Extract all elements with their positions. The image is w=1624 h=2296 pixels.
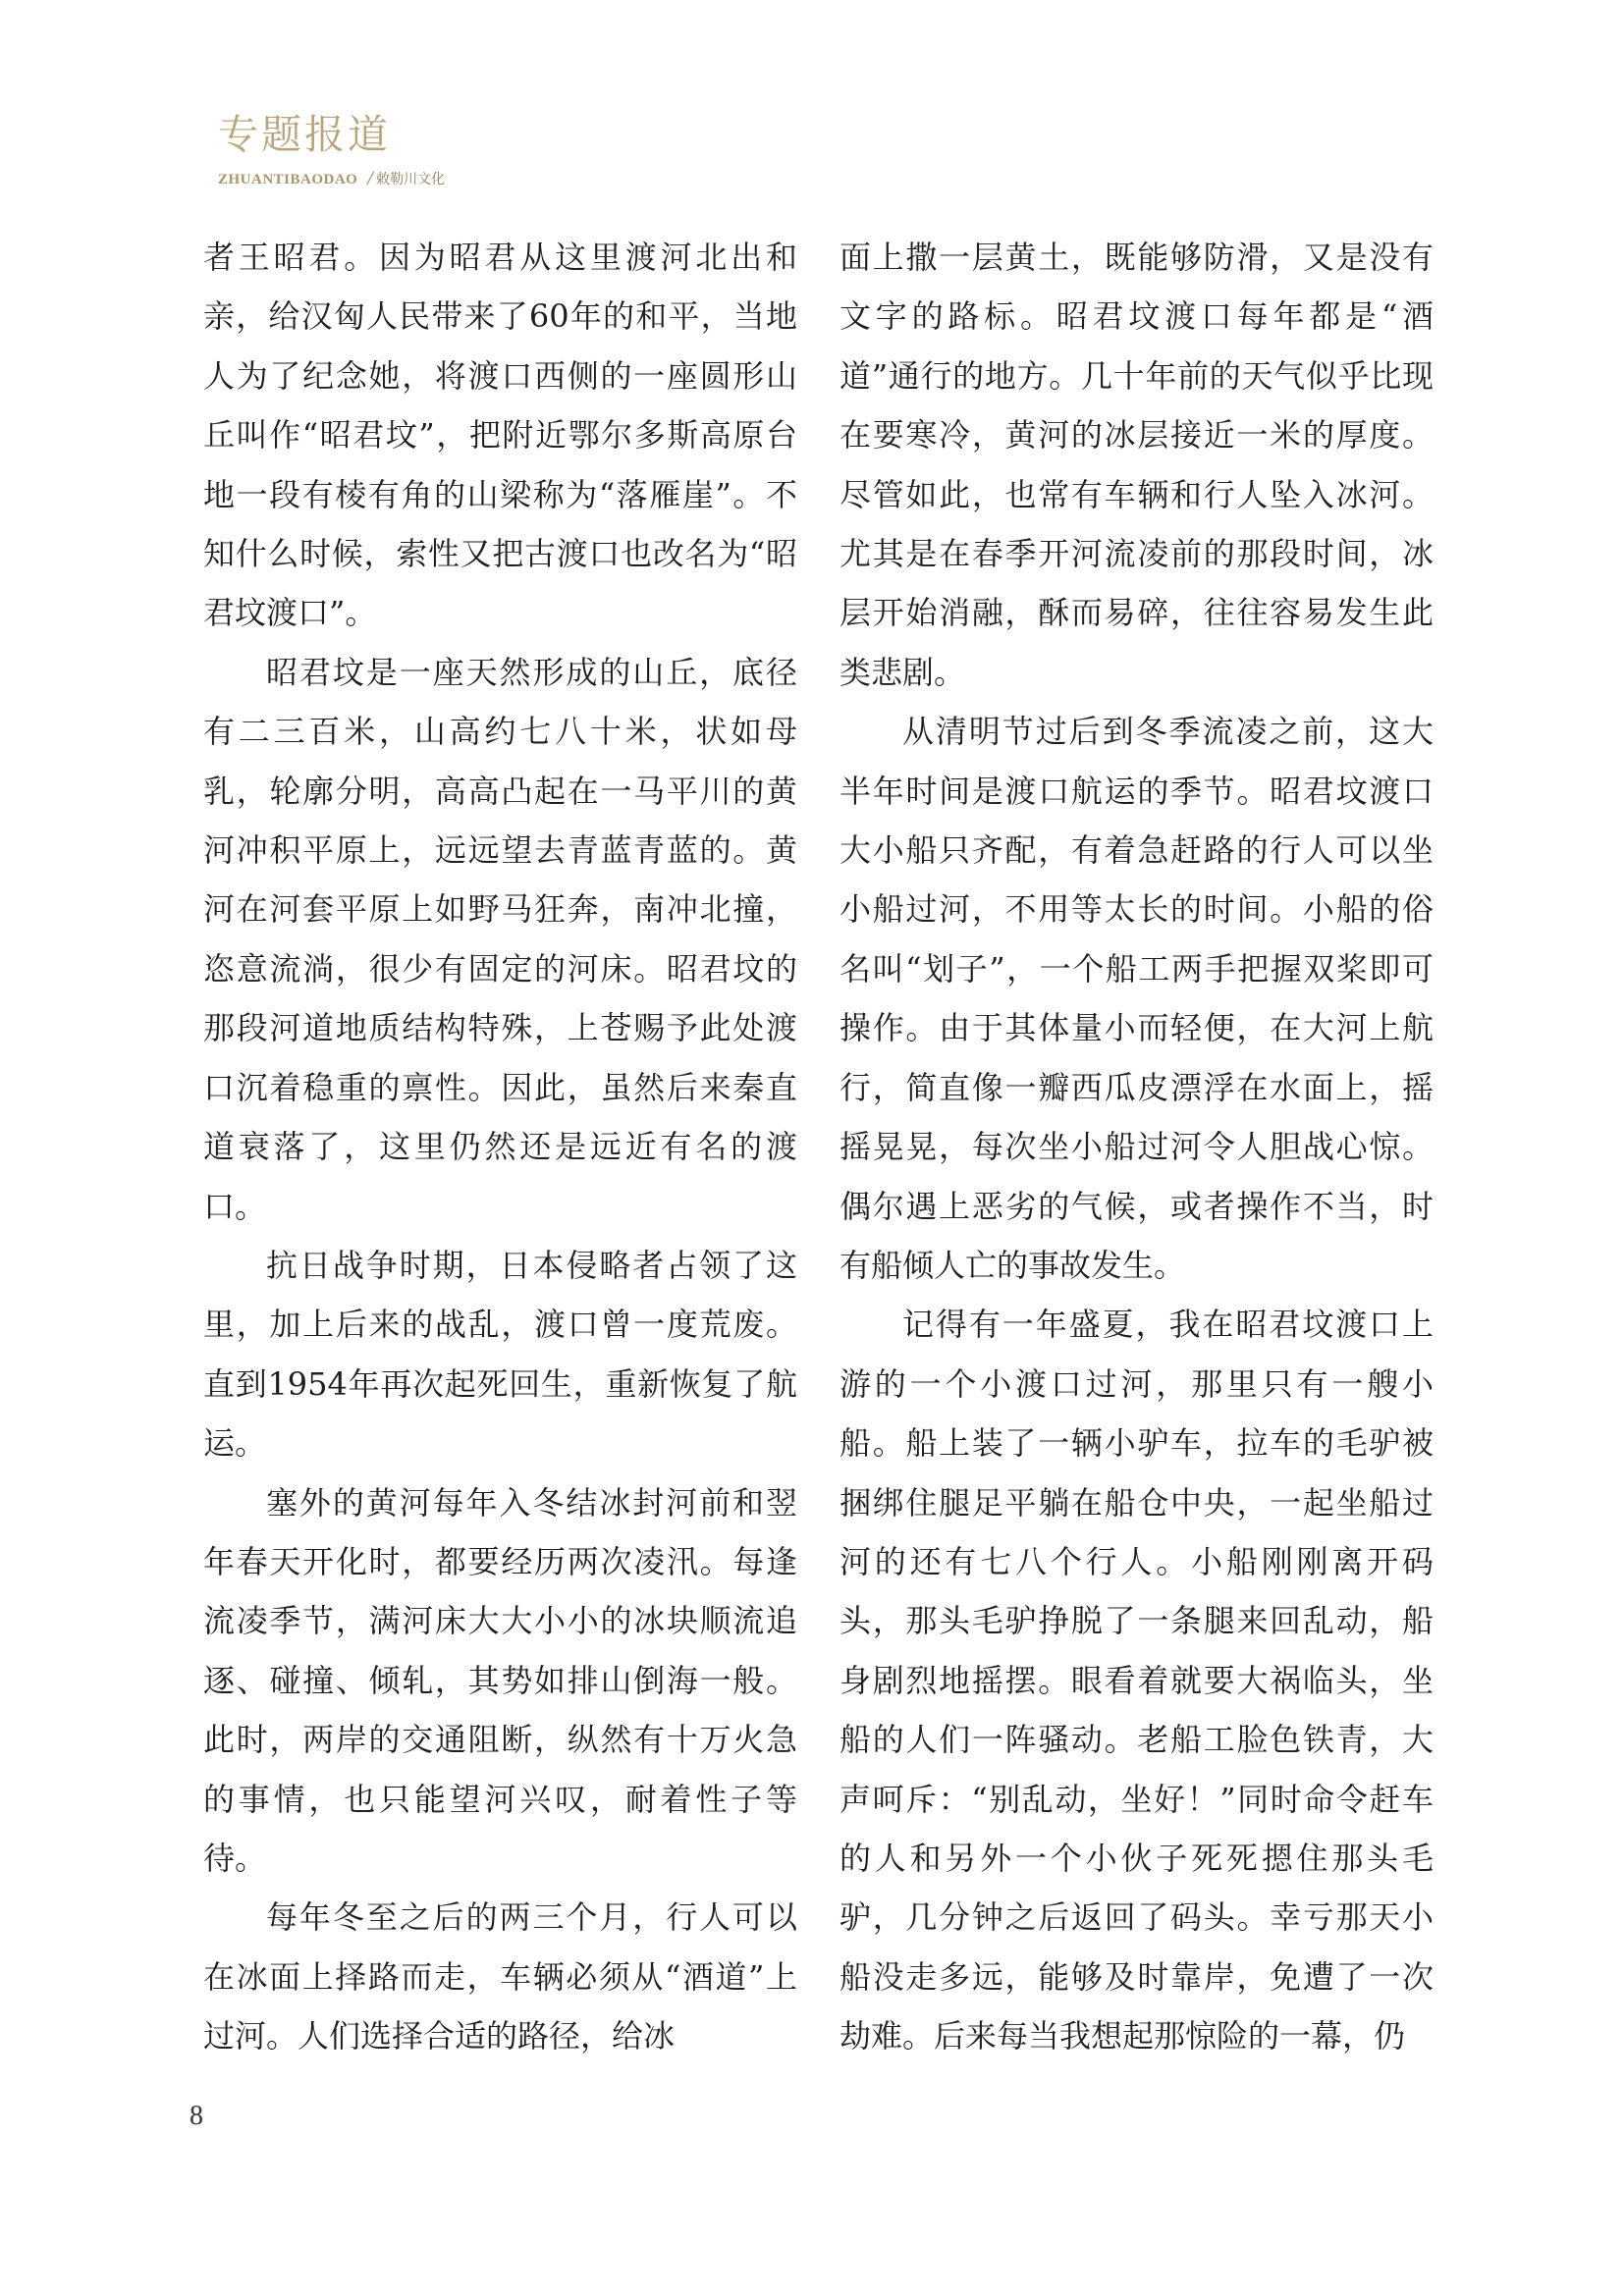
left-text-column: [203, 228, 797, 2066]
paragraph: 塞外的黄河每年入冬结冰封河前和翌年春天开化时，都要经历两次凌汛。每逢流凌季节，满河床大大小小的冰块顺流追逐、碰撞、倾轧，其势如排山倒海一般。此时，两岸的交通阻断，纵然有十万火急的事情，也只能望河兴叹，耐着性子等待。: [203, 1483, 797, 1877]
paragraph: 记得有一年盛夏，我在昭君坟渡口上游的一个小渡口过河，那里只有一艘小船。船上装了一辆小驴车，拉车的毛驴被捆绑住腿足平躺在船仓中央，一起坐船过河的还有七八个行人。小船刚刚离开码头，那头毛驴挣脱了一条腿来回乱动，船身剧烈地摇摆。眼看着就要大祸临头，坐船的人们一阵骚动。老船工脸色铁青，大声呵斥：“别乱动，坐好！”同时命令赶车的人和另外一个小伙子死死摁住那头毛驴，几分钟之后返回了码头。幸亏那天小船没走多远，能够及时靠岸，免遭了一次劫难。后来每当我想起那惊险的一幕，仍: [839, 1306, 1434, 2056]
section-title: 专题报道: [218, 111, 391, 158]
section-subheader: [218, 169, 807, 188]
section-subtag: 敕勒川文化: [376, 172, 446, 187]
paragraph-continued: 者王昭君。因为昭君从这里渡河北出和亲，给汉匈人民带来了60年的和平，当地人为了纪念她，将渡口西侧的一座圆形山丘叫作“昭君坟”，把附近鄂尔多斯高原台地一段有棱有角的山梁称为“落雁崖”。不知什么时候，索性又把古渡口也改名为“昭君坟渡口”。: [203, 239, 797, 632]
paragraph: 从清明节过后到冬季流凌之前，这大半年时间是渡口航运的季节。昭君坟渡口大小船只齐配，有着急赶路的行人可以坐小船过河，不用等太长的时间。小船的俗名叫“划子”，一个船工两手把握双桨即可操作。由于其体量小而轻便，在大河上航行，简直像一瓣西瓜皮漂浮在水面上，摇摇晃晃，每次坐小船过河令人胆战心惊。偶尔遇上恶劣的气候，或者操作不当，时有船倾人亡的事故发生。: [839, 713, 1434, 1284]
paragraph: 抗日战争时期，日本侵略者占领了这里，加上后来的战乱，渡口曾一度荒废。直到1954年再次起死回生，重新恢复了航运。: [203, 1246, 797, 1463]
section-header: [218, 110, 807, 188]
page-number: 8: [189, 2101, 203, 2131]
paragraph-continued: 面上撒一层黄土，既能够防滑，又是没有文字的路标。昭君坟渡口每年都是“酒道”通行的地方。几十年前的天气似乎比现在要寒冷，黄河的冰层接近一米的厚度。尽管如此，也常有车辆和行人坠入冰河。尤其是在春季开河流凌前的那段时间，冰层开始消融，酥而易碎，往往容易发生此类悲剧。: [839, 239, 1434, 691]
slash-divider-icon: /: [367, 169, 374, 188]
section-pinyin: ZHUANTIBAODAO: [218, 172, 358, 187]
paragraph: 每年冬至之后的两三个月，行人可以在冰面上择路而走，车辆必须从“酒道”上过河。人们选择合适的路径，给冰: [203, 1898, 797, 2056]
right-text-column: [839, 228, 1434, 2066]
paragraph: 昭君坟是一座天然形成的山丘，底径有二三百米，山高约七八十米，状如母乳，轮廓分明，高高凸起在一马平川的黄河冲积平原上，远远望去青蓝青蓝的。黄河在河套平原上如野马狂奔，南冲北撞，恣意流淌，很少有固定的河床。昭君坟的那段河道地质结构特殊，上苍赐予此处渡口沉着稳重的禀性。因此，虽然后来秦直道衰落了，这里仍然还是远近有名的渡口。: [203, 653, 797, 1225]
